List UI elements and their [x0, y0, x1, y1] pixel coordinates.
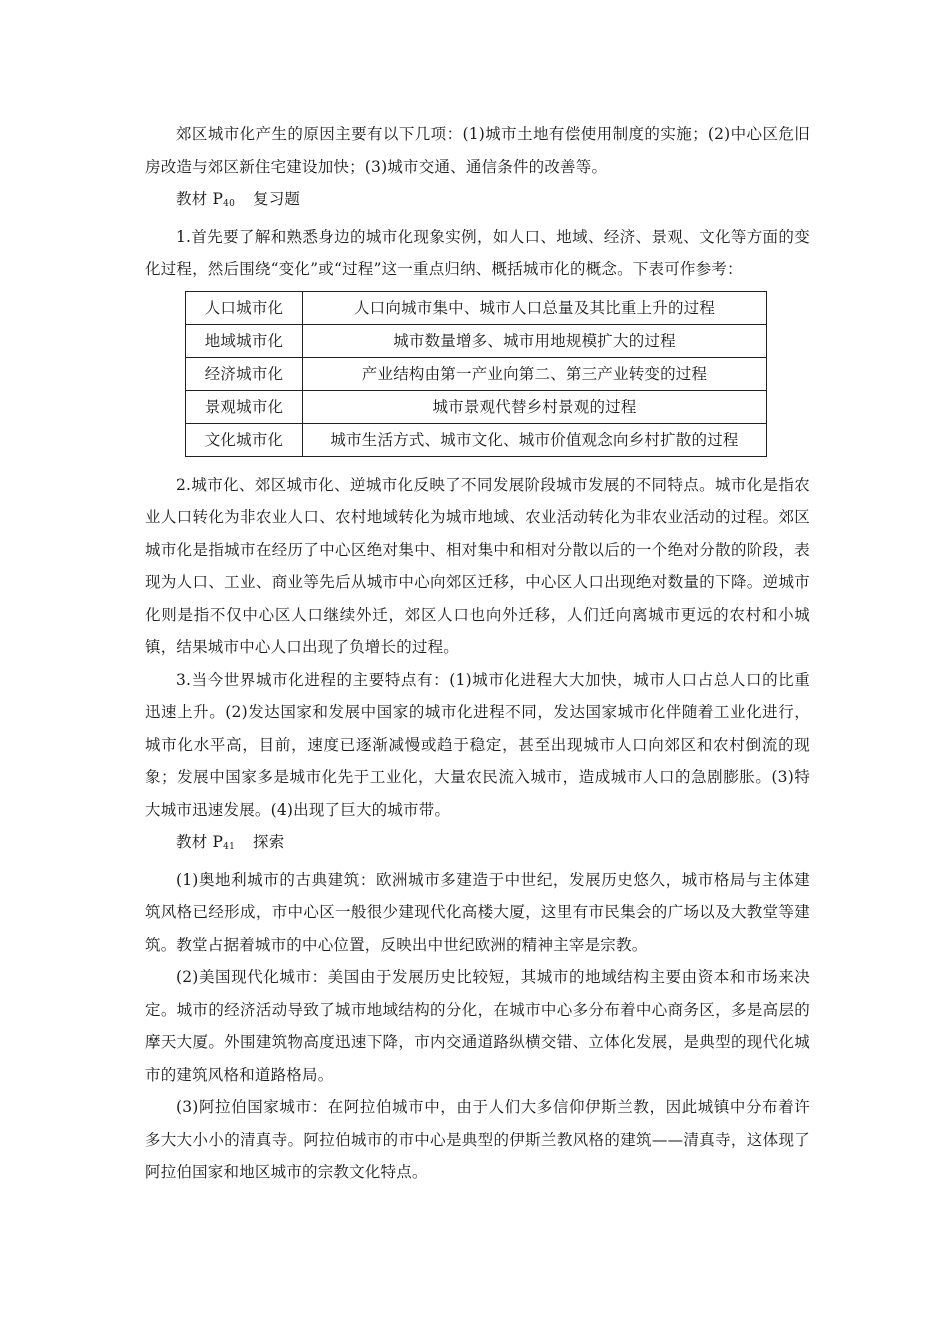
- table-cell-desc: 城市生活方式、城市文化、城市价值观念向乡村扩散的过程: [303, 423, 767, 456]
- table-cell-term: 人口城市化: [186, 291, 303, 324]
- explore-heading: [145, 826, 810, 864]
- review-heading-page: 40: [223, 199, 236, 209]
- table-cell-term: 文化城市化: [186, 423, 303, 456]
- table-cell-desc: 产业结构由第一产业向第二、第三产业转变的过程: [303, 357, 767, 390]
- review-answer-3: 3.当今世界城市化进程的主要特点有：(1)城市化进程大大加快，城市人口占总人口的比重迅速上升。(2)发达国家和发展中国家的城市化进程不同，发达国家城市化伴随着工业化进行，城市化水平高，目前，速度已逐渐减慢或趋于稳定，甚至出现城市人口向郊区和农村倒流的现象；发展中国家多是城市化先于工业化，大量农民流入城市，造成城市人口的急剧膨胀。(3)特大城市迅速发展。(4)出现了巨大的城市带。: [145, 670, 810, 819]
- table-row: [186, 357, 767, 390]
- review-heading: [145, 183, 810, 221]
- table-cell-term: 地域城市化: [186, 324, 303, 357]
- table-cell-desc: 城市数量增多、城市用地规模扩大的过程: [303, 324, 767, 357]
- table-cell-term: 经济城市化: [186, 357, 303, 390]
- table-cell-desc: 城市景观代替乡村景观的过程: [303, 390, 767, 423]
- explore-answer-2: (2)美国现代化城市：美国由于发展历史比较短，其城市的地域结构主要由资本和市场来决定。城市的经济活动导致了城市地域结构的分化，在城市中心多分布着中心商务区，多是高层的摩天大厦。外围建筑物高度迅速下降，市内交通道路纵横交错、立体化发展，是典型的现代化城市的建筑风格和道路格局。: [145, 968, 810, 1084]
- table-row: [186, 423, 767, 456]
- explore-heading-page: 41: [223, 842, 236, 852]
- document-body: [145, 118, 810, 1189]
- explore-answer-1: (1)奥地利城市的古典建筑：欧洲城市多建造于中世纪，发展历史悠久，城市格局与主体建筑风格已经形成，市中心区一般很少建现代化高楼大厦，这里有市民集会的广场以及大教堂等建筑。教堂占据着城市的中心位置，反映出中世纪欧洲的精神主宰是宗教。: [145, 870, 810, 954]
- table-row: [186, 291, 767, 324]
- review-answer-1: 1.首先要了解和熟悉身边的城市化现象实例，如人口、地域、经济、景观、文化等方面的变化过程，然后围绕“变化”或“过程”这一重点归纳、概括城市化的概念。下表可作参考：: [145, 227, 810, 278]
- intro-paragraph: 郊区城市化产生的原因主要有以下几项：(1)城市土地有偿使用制度的实施；(2)中心区危旧房改造与郊区新住宅建设加快；(3)城市交通、通信条件的改善等。: [145, 125, 810, 176]
- table-row: [186, 390, 767, 423]
- urbanization-table: [185, 291, 767, 457]
- review-heading-title: 复习题: [253, 190, 301, 208]
- table-row: [186, 324, 767, 357]
- table-cell-term: 景观城市化: [186, 390, 303, 423]
- explore-heading-title: 探索: [253, 833, 285, 851]
- review-answer-2: 2.城市化、郊区城市化、逆城市化反映了不同发展阶段城市发展的不同特点。城市化是指农业人口转化为非农业人口、农村地域转化为城市地域、农业活动转化为非农业活动的过程。郊区城市化是指城市在经历了中心区绝对集中、相对集中和相对分散以后的一个绝对分散的阶段，表现为人口、工业、商业等先后从城市中心向郊区迁移，中心区人口出现绝对数量的下降。逆城市化则是指不仅中心区人口继续外迁，郊区人口也向外迁移，人们迁向离城市更远的农村和小城镇，结果城市中心人口出现了负增长的过程。: [145, 475, 810, 656]
- explore-answer-3: (3)阿拉伯国家城市：在阿拉伯城市中，由于人们大多信仰伊斯兰教，因此城镇中分布着许多大大小小的清真寺。阿拉伯城市的市中心是典型的伊斯兰教风格的建筑——清真寺，这体现了阿拉伯国家和地区城市的宗教文化特点。: [145, 1098, 810, 1181]
- explore-heading-prefix: 教材 P: [176, 833, 224, 851]
- table-cell-desc: 人口向城市集中、城市人口总量及其比重上升的过程: [303, 291, 767, 324]
- review-heading-prefix: 教材 P: [176, 190, 224, 208]
